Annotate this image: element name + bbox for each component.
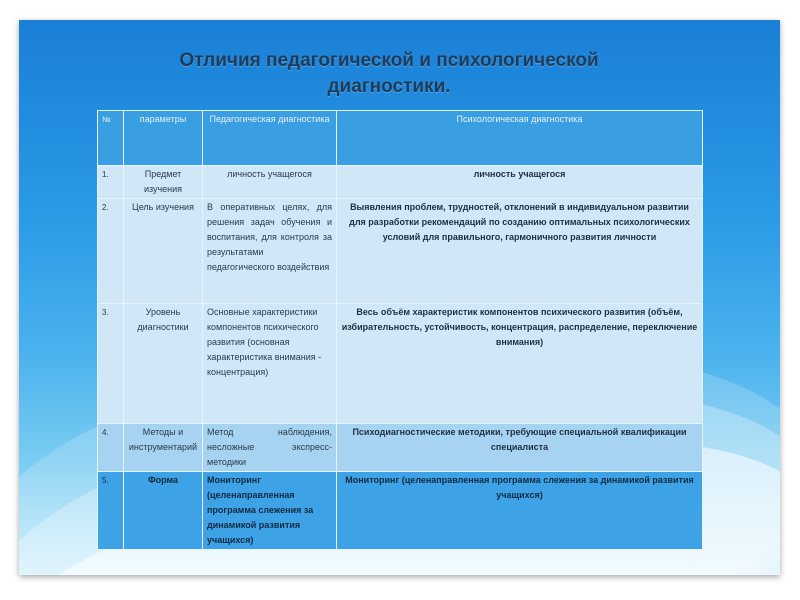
row-psychological: Весь объём характеристик компонентов психического развития (объём, избирательность, устойчивость, концентрация, распределение, переключение внимания) xyxy=(337,304,703,424)
row-pedagogical: Метод наблюдения, несложные экспресс-методики xyxy=(203,424,337,472)
row-pedagogical: Мониторинг (целенаправленная программа слежения за динамикой развития учащихся) xyxy=(203,472,337,550)
row-parameter: Методы и инструментарий xyxy=(124,424,203,472)
row-parameter: Предмет изучения xyxy=(124,166,203,199)
row-pedagogical: Основные характеристики компонентов психического развития (основная характеристика внимания - концентрация) xyxy=(203,304,337,424)
row-number: 2. xyxy=(98,199,124,304)
table-row xyxy=(98,472,703,550)
comparison-table xyxy=(97,110,703,550)
row-number: 4. xyxy=(98,424,124,472)
slide-background xyxy=(19,20,780,575)
table-row xyxy=(98,199,703,304)
table-row xyxy=(98,304,703,424)
header-psychological: Психологическая диагностика xyxy=(337,111,703,166)
row-number: 3. xyxy=(98,304,124,424)
header-pedagogical: Педагогическая диагностика xyxy=(203,111,337,166)
slide-title xyxy=(139,48,639,100)
table-row xyxy=(98,424,703,472)
title-line-1: Отличия педагогической и психологической xyxy=(179,50,599,71)
header-parameters: параметры xyxy=(124,111,203,166)
row-pedagogical: личность учащегося xyxy=(203,166,337,199)
row-psychological: Выявления проблем, трудностей, отклонений в индивидуальном развитии для разработки рекомендаций по созданию оптимальных психологических условий для правильного, гармоничного развития личности xyxy=(337,199,703,304)
row-number: 5. xyxy=(98,472,124,550)
row-psychological: Мониторинг (целенаправленная программа слежения за динамикой развития учащихся) xyxy=(337,472,703,550)
row-pedagogical: В оперативных целях, для решения задач обучения и воспитания, для контроля за результатами педагогического воздействия xyxy=(203,199,337,304)
header-number: № xyxy=(98,111,124,166)
title-line-2: диагностики. xyxy=(327,76,451,97)
row-psychological: личность учащегося xyxy=(337,166,703,199)
row-number: 1. xyxy=(98,166,124,199)
row-parameter: Уровень диагностики xyxy=(124,304,203,424)
row-parameter: Цель изучения xyxy=(124,199,203,304)
row-parameter: Форма xyxy=(124,472,203,550)
table-row xyxy=(98,166,703,199)
table-header-row xyxy=(98,111,703,166)
row-psychological: Психодиагностические методики, требующие специальной квалификации специалиста xyxy=(337,424,703,472)
